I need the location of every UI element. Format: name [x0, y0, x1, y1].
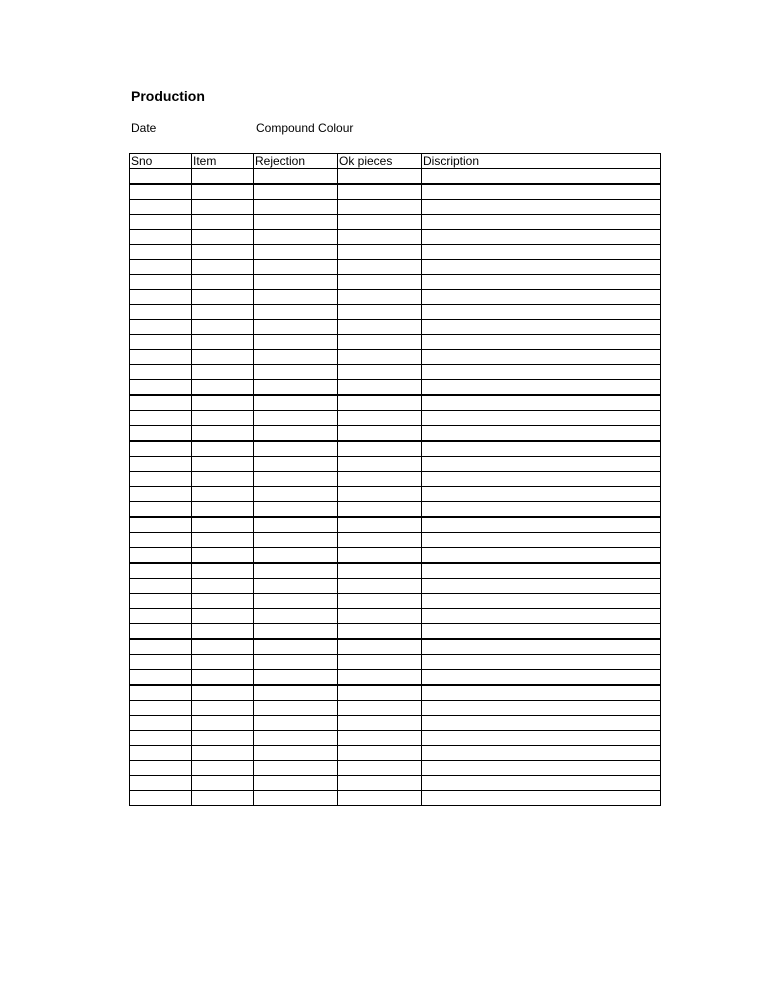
- table-body: [130, 169, 661, 806]
- table-cell[interactable]: [422, 502, 661, 518]
- table-row: [130, 200, 661, 215]
- table-row: [130, 380, 661, 396]
- table-row: [130, 594, 661, 609]
- table-cell[interactable]: [338, 517, 422, 533]
- table-cell[interactable]: [192, 533, 254, 548]
- table-cell[interactable]: [130, 320, 192, 335]
- table-cell[interactable]: [130, 533, 192, 548]
- table-cell[interactable]: [254, 200, 338, 215]
- table-cell[interactable]: [254, 548, 338, 564]
- table-cell[interactable]: [192, 441, 254, 457]
- table-cell[interactable]: [254, 350, 338, 365]
- table-cell[interactable]: [422, 776, 661, 791]
- date-label: Date: [131, 121, 157, 135]
- table-cell[interactable]: [254, 609, 338, 624]
- table-cell[interactable]: [422, 761, 661, 776]
- table-cell[interactable]: [422, 609, 661, 624]
- table-cell[interactable]: [338, 169, 422, 185]
- table-cell[interactable]: [338, 200, 422, 215]
- table-row: [130, 517, 661, 533]
- table-cell[interactable]: [192, 701, 254, 716]
- table-cell[interactable]: [338, 533, 422, 548]
- table-cell[interactable]: [338, 380, 422, 396]
- table-cell[interactable]: [192, 670, 254, 686]
- table-cell[interactable]: [192, 426, 254, 442]
- table-cell[interactable]: [192, 731, 254, 746]
- table-row: [130, 746, 661, 761]
- table-cell[interactable]: [338, 365, 422, 380]
- table-cell[interactable]: [422, 746, 661, 761]
- table-cell[interactable]: [130, 579, 192, 594]
- table-cell[interactable]: [192, 457, 254, 472]
- table-cell[interactable]: [422, 260, 661, 275]
- table-cell[interactable]: [192, 230, 254, 245]
- table-row: [130, 472, 661, 487]
- table-cell[interactable]: [338, 624, 422, 640]
- table-cell[interactable]: [192, 639, 254, 655]
- table-cell[interactable]: [192, 380, 254, 396]
- table-cell[interactable]: [130, 563, 192, 579]
- table-row: [130, 441, 661, 457]
- table-row: [130, 685, 661, 701]
- table-cell[interactable]: [254, 290, 338, 305]
- table-cell[interactable]: [422, 731, 661, 746]
- table-cell[interactable]: [130, 200, 192, 215]
- table-row: [130, 563, 661, 579]
- table-cell[interactable]: [130, 441, 192, 457]
- table-cell[interactable]: [422, 594, 661, 609]
- table-cell[interactable]: [338, 731, 422, 746]
- table-cell[interactable]: [192, 200, 254, 215]
- table-cell[interactable]: [254, 426, 338, 442]
- table-cell[interactable]: [338, 395, 422, 411]
- table-cell[interactable]: [422, 716, 661, 731]
- table-cell[interactable]: [192, 260, 254, 275]
- table-cell[interactable]: [422, 670, 661, 686]
- table-cell[interactable]: [338, 655, 422, 670]
- table-cell[interactable]: [254, 365, 338, 380]
- table-cell[interactable]: [130, 184, 192, 200]
- table-cell[interactable]: [338, 579, 422, 594]
- table-cell[interactable]: [254, 335, 338, 350]
- table-cell[interactable]: [130, 731, 192, 746]
- table-cell[interactable]: [422, 395, 661, 411]
- table-cell[interactable]: [338, 230, 422, 245]
- table-cell[interactable]: [192, 624, 254, 640]
- table-cell[interactable]: [130, 701, 192, 716]
- table-cell[interactable]: [130, 655, 192, 670]
- table-row: [130, 335, 661, 350]
- table-cell[interactable]: [254, 746, 338, 761]
- table-cell[interactable]: [422, 320, 661, 335]
- table-cell[interactable]: [422, 791, 661, 806]
- table-cell[interactable]: [192, 169, 254, 185]
- column-header-discription: Discription: [422, 154, 661, 169]
- table-row: [130, 169, 661, 185]
- table-row: [130, 776, 661, 791]
- table-cell[interactable]: [254, 716, 338, 731]
- table-row: [130, 533, 661, 548]
- table-cell[interactable]: [192, 609, 254, 624]
- table-cell[interactable]: [422, 184, 661, 200]
- table-cell[interactable]: [254, 380, 338, 396]
- column-header-item: Item: [192, 154, 254, 169]
- table-cell[interactable]: [254, 594, 338, 609]
- table-cell[interactable]: [254, 685, 338, 701]
- table-row: [130, 245, 661, 260]
- production-table: [129, 153, 661, 806]
- table-cell[interactable]: [130, 624, 192, 640]
- table-cell[interactable]: [254, 472, 338, 487]
- table-row: [130, 215, 661, 230]
- table-cell[interactable]: [254, 639, 338, 655]
- table-cell[interactable]: [192, 716, 254, 731]
- table-cell[interactable]: [338, 761, 422, 776]
- table-cell[interactable]: [338, 791, 422, 806]
- table-cell[interactable]: [130, 639, 192, 655]
- table-cell[interactable]: [422, 579, 661, 594]
- table-cell[interactable]: [192, 305, 254, 320]
- table-cell[interactable]: [338, 701, 422, 716]
- table-cell[interactable]: [192, 335, 254, 350]
- table-cell[interactable]: [338, 260, 422, 275]
- table-row: [130, 184, 661, 200]
- table-cell[interactable]: [254, 487, 338, 502]
- table-cell[interactable]: [254, 502, 338, 518]
- table-cell[interactable]: [338, 639, 422, 655]
- table-cell[interactable]: [422, 380, 661, 396]
- table-cell[interactable]: [192, 350, 254, 365]
- table-cell[interactable]: [338, 457, 422, 472]
- table-cell[interactable]: [130, 517, 192, 533]
- table-cell[interactable]: [130, 609, 192, 624]
- table-cell[interactable]: [130, 275, 192, 290]
- table-cell[interactable]: [192, 245, 254, 260]
- table-cell[interactable]: [192, 548, 254, 564]
- table-cell[interactable]: [130, 746, 192, 761]
- table-cell[interactable]: [130, 487, 192, 502]
- table-cell[interactable]: [338, 320, 422, 335]
- table-cell[interactable]: [130, 230, 192, 245]
- table-cell[interactable]: [422, 169, 661, 185]
- table-cell[interactable]: [422, 701, 661, 716]
- table-cell[interactable]: [422, 365, 661, 380]
- table-cell[interactable]: [254, 320, 338, 335]
- table-row: [130, 701, 661, 716]
- table-row: [130, 395, 661, 411]
- table-cell[interactable]: [338, 305, 422, 320]
- column-header-sno: Sno: [130, 154, 192, 169]
- table-cell[interactable]: [254, 441, 338, 457]
- table-cell[interactable]: [254, 533, 338, 548]
- table-cell[interactable]: [130, 260, 192, 275]
- table-cell[interactable]: [192, 472, 254, 487]
- table-cell[interactable]: [422, 517, 661, 533]
- table-cell[interactable]: [192, 685, 254, 701]
- table-cell[interactable]: [130, 411, 192, 426]
- table-cell[interactable]: [422, 472, 661, 487]
- table-header-row: [130, 154, 661, 169]
- table-cell[interactable]: [422, 245, 661, 260]
- table-cell[interactable]: [338, 487, 422, 502]
- table-cell[interactable]: [338, 670, 422, 686]
- table-row: [130, 655, 661, 670]
- table-cell[interactable]: [254, 395, 338, 411]
- table-row: [130, 624, 661, 640]
- table-cell[interactable]: [422, 215, 661, 230]
- table-row: [130, 290, 661, 305]
- table-row: [130, 609, 661, 624]
- table-cell[interactable]: [192, 184, 254, 200]
- table-cell[interactable]: [422, 335, 661, 350]
- table-cell[interactable]: [422, 290, 661, 305]
- table-cell[interactable]: [254, 275, 338, 290]
- table-cell[interactable]: [192, 791, 254, 806]
- table-cell[interactable]: [338, 290, 422, 305]
- table-cell[interactable]: [338, 426, 422, 442]
- table-row: [130, 579, 661, 594]
- table-cell[interactable]: [254, 731, 338, 746]
- table-cell[interactable]: [422, 533, 661, 548]
- table-cell[interactable]: [422, 685, 661, 701]
- table-cell[interactable]: [338, 502, 422, 518]
- table-row: [130, 275, 661, 290]
- table-cell[interactable]: [422, 350, 661, 365]
- table-cell[interactable]: [192, 215, 254, 230]
- table-cell[interactable]: [254, 670, 338, 686]
- table-cell[interactable]: [338, 411, 422, 426]
- table-cell[interactable]: [338, 472, 422, 487]
- table-cell[interactable]: [254, 411, 338, 426]
- table-cell[interactable]: [422, 457, 661, 472]
- table-cell[interactable]: [192, 746, 254, 761]
- table-cell[interactable]: [130, 350, 192, 365]
- table-cell[interactable]: [254, 305, 338, 320]
- table-cell[interactable]: [338, 184, 422, 200]
- table-cell[interactable]: [254, 791, 338, 806]
- table-cell[interactable]: [130, 791, 192, 806]
- table-cell[interactable]: [338, 609, 422, 624]
- table-cell[interactable]: [338, 746, 422, 761]
- table-cell[interactable]: [130, 472, 192, 487]
- table-cell[interactable]: [254, 517, 338, 533]
- table-row: [130, 365, 661, 380]
- table-row: [130, 320, 661, 335]
- table-cell[interactable]: [254, 245, 338, 260]
- table-cell[interactable]: [192, 655, 254, 670]
- table-cell[interactable]: [192, 776, 254, 791]
- table-cell[interactable]: [422, 639, 661, 655]
- table-row: [130, 670, 661, 686]
- table-row: [130, 639, 661, 655]
- table-cell[interactable]: [192, 290, 254, 305]
- table-cell[interactable]: [130, 245, 192, 260]
- table-cell[interactable]: [130, 761, 192, 776]
- table-row: [130, 761, 661, 776]
- table-cell[interactable]: [338, 716, 422, 731]
- table-cell[interactable]: [254, 457, 338, 472]
- table-row: [130, 260, 661, 275]
- table-cell[interactable]: [254, 761, 338, 776]
- table-cell[interactable]: [130, 305, 192, 320]
- table-cell[interactable]: [192, 411, 254, 426]
- table-row: [130, 502, 661, 518]
- column-header-ok-pieces: Ok pieces: [338, 154, 422, 169]
- table-cell[interactable]: [338, 563, 422, 579]
- table-cell[interactable]: [130, 215, 192, 230]
- table-cell[interactable]: [192, 563, 254, 579]
- table-cell[interactable]: [422, 548, 661, 564]
- table-cell[interactable]: [422, 411, 661, 426]
- table-cell[interactable]: [254, 701, 338, 716]
- table-row: [130, 350, 661, 365]
- table-cell[interactable]: [422, 305, 661, 320]
- table-row: [130, 457, 661, 472]
- table-cell[interactable]: [254, 169, 338, 185]
- table-row: [130, 230, 661, 245]
- table-cell[interactable]: [422, 230, 661, 245]
- table-cell[interactable]: [130, 670, 192, 686]
- table-cell[interactable]: [130, 426, 192, 442]
- table-cell[interactable]: [254, 655, 338, 670]
- table-row: [130, 426, 661, 442]
- compound-colour-label: Compound Colour: [256, 121, 354, 135]
- column-header-rejection: Rejection: [254, 154, 338, 169]
- table-cell[interactable]: [130, 290, 192, 305]
- table-cell[interactable]: [338, 350, 422, 365]
- table-cell[interactable]: [422, 441, 661, 457]
- table-cell[interactable]: [192, 365, 254, 380]
- table-row: [130, 791, 661, 806]
- table-cell[interactable]: [192, 594, 254, 609]
- table-cell[interactable]: [192, 761, 254, 776]
- table-cell[interactable]: [130, 502, 192, 518]
- table-cell[interactable]: [338, 594, 422, 609]
- table-cell[interactable]: [192, 579, 254, 594]
- table-cell[interactable]: [422, 624, 661, 640]
- table-cell[interactable]: [422, 275, 661, 290]
- table-row: [130, 305, 661, 320]
- table-cell[interactable]: [192, 275, 254, 290]
- table-cell[interactable]: [130, 716, 192, 731]
- table-cell[interactable]: [130, 395, 192, 411]
- table-cell[interactable]: [130, 380, 192, 396]
- table-cell[interactable]: [130, 548, 192, 564]
- table-cell[interactable]: [338, 335, 422, 350]
- table-row: [130, 731, 661, 746]
- table-cell[interactable]: [192, 320, 254, 335]
- table-cell[interactable]: [338, 441, 422, 457]
- table-cell[interactable]: [130, 685, 192, 701]
- table-cell[interactable]: [254, 184, 338, 200]
- table-cell[interactable]: [338, 685, 422, 701]
- table-cell[interactable]: [254, 776, 338, 791]
- table-cell[interactable]: [338, 215, 422, 230]
- table-cell[interactable]: [254, 624, 338, 640]
- table-cell[interactable]: [130, 457, 192, 472]
- table-cell[interactable]: [254, 563, 338, 579]
- table-cell[interactable]: [254, 579, 338, 594]
- table-cell[interactable]: [422, 655, 661, 670]
- table-cell[interactable]: [130, 594, 192, 609]
- table-row: [130, 487, 661, 502]
- table-cell[interactable]: [192, 395, 254, 411]
- table-cell[interactable]: [338, 245, 422, 260]
- table-cell[interactable]: [422, 200, 661, 215]
- table-cell[interactable]: [338, 776, 422, 791]
- table-row: [130, 548, 661, 564]
- table-cell[interactable]: [130, 365, 192, 380]
- table-cell[interactable]: [130, 776, 192, 791]
- table-cell[interactable]: [422, 426, 661, 442]
- table-cell[interactable]: [130, 169, 192, 185]
- table-row: [130, 716, 661, 731]
- table-cell[interactable]: [192, 517, 254, 533]
- table-row: [130, 411, 661, 426]
- table-cell[interactable]: [338, 548, 422, 564]
- table-cell[interactable]: [192, 502, 254, 518]
- table-cell[interactable]: [422, 563, 661, 579]
- table-cell[interactable]: [254, 230, 338, 245]
- table-cell[interactable]: [254, 215, 338, 230]
- page-title: Production: [131, 88, 205, 104]
- table-cell[interactable]: [192, 487, 254, 502]
- table-cell[interactable]: [422, 487, 661, 502]
- table-cell[interactable]: [254, 260, 338, 275]
- table-cell[interactable]: [338, 275, 422, 290]
- table-cell[interactable]: [130, 335, 192, 350]
